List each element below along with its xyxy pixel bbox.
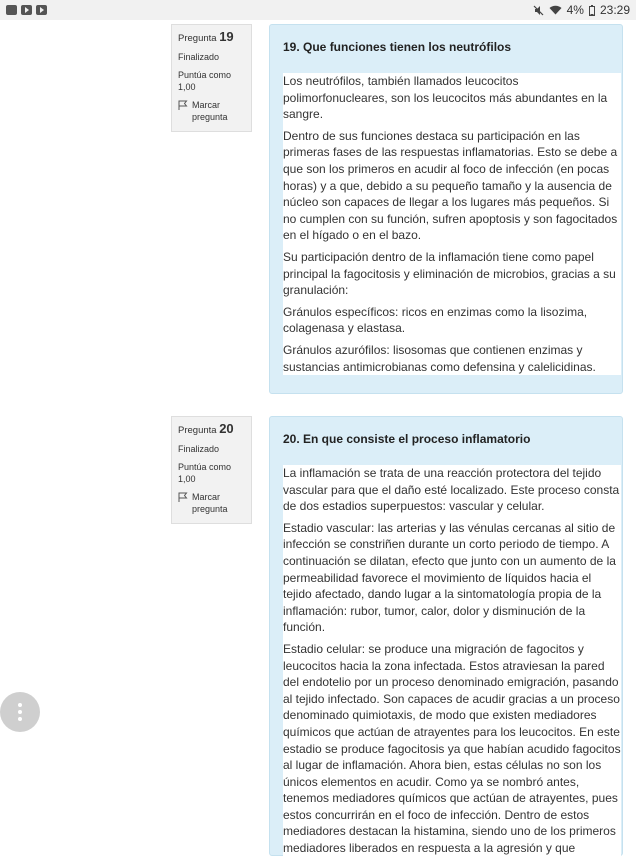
question-number [178, 423, 245, 437]
answer-text [283, 73, 621, 375]
answer-paragraph: Estadio vascular: las arterias y las vénulas cercanas al sitio de infección se constriñen durante un corto periodo de tiempo. A continuación se dilatan, efecto que junto con un aumento de la permeabilidad favorece el movimiento de líquidos hacia el tejido afectado, dando lugar a la sintomatología propia de la inflamación: rubor, tumor, calor, dolor y disminución de la función. [283, 520, 616, 635]
question-title: 20. En que consiste el proceso inflamatorio [283, 432, 531, 446]
question-state: Finalizado [178, 444, 220, 454]
question-number-value: 20 [219, 421, 234, 436]
answer-paragraph: Su participación dentro de la inflamación tiene como papel principal la fagocitosis y eliminación de microbios, gracias a su granulación: [283, 249, 616, 298]
question-info [171, 416, 252, 524]
answer-paragraph: Estadio celular: se produce una migración de fagocitos y leucocitos hacia la zona infectada. Estos atraviesan la pared del endotelio por un proceso denominado emigración, pasando al tejido infectado. Son capaces de acudir gracias a un proceso denominado quimiotaxis, de modo que existen mediadores químicos que actúan de atrayentes para los leucocitos. En este estadio se produce fagocitosis ya que habían acudido fagocitos al lugar de inflamación. Ahora bien, estas células no son los únicos elementos en acudir. Como ya se nombró antes, tenemos mediadores químicos que actúan de atrayentes, pues estos concurrirán en el foco de infección. Dentro de estos mediadores destacan la histamina, siendo uno de los primeros mediadores liberados en respuesta a la agresión y que [283, 641, 621, 856]
floating-menu-button[interactable] [0, 692, 40, 732]
flag-question-label: Marcar pregunta [192, 492, 228, 514]
answer-paragraph: Dentro de sus funciones destaca su participación en las primeras fases de las respuestas inflamatorias. Esto se debe a que son los primeros en acudir al foco de infección (en pocas horas) y a que, debido a su pequeño tamaño y la ausencia de núcleo son capaces de llegar a los lugares más pequeños. Si no cumplen con su función, sufren apoptosis y son fagocitados en el hígado o en el bazo. [283, 128, 618, 243]
status-bar-right [533, 3, 630, 17]
question-info [171, 24, 252, 132]
question-title: 19. Que funciones tienen los neutrófilos [283, 40, 512, 54]
status-bar-left [6, 5, 47, 15]
question-content [269, 416, 623, 856]
clock: 23:29 [599, 3, 630, 17]
question-label: Pregunta [178, 425, 217, 436]
answer-paragraph: Los neutrófilos, también llamados leucocitos polimorfonucleares, son los leucocitos más abundantes en la sangre. [283, 74, 608, 122]
answer-paragraph: La inflamación se trata de una reacción protectora del tejido vascular para que el daño esté localizado. Este proceso consta de dos estadios superpuestos: vascular y celular. [283, 466, 620, 514]
question-number-value: 19 [219, 29, 234, 44]
flag-icon [178, 100, 188, 110]
status-bar [0, 0, 636, 20]
flag-question-label: Marcar pregunta [192, 100, 228, 122]
question-grade: Puntúa como 1,00 [178, 70, 232, 92]
battery-icon [589, 5, 595, 16]
more-vertical-icon-dot [18, 710, 22, 714]
flag-question-link[interactable] [178, 99, 245, 123]
gallery-icon [6, 5, 17, 15]
wifi-icon [549, 5, 562, 15]
more-vertical-icon-dot [18, 717, 22, 721]
question-label: Pregunta [178, 33, 217, 44]
answer-paragraph: Gránulos específicos: ricos en enzimas como la lisozima, colagenasa y elastasa. [283, 304, 588, 336]
question-content [269, 24, 623, 394]
mute-icon [533, 5, 544, 16]
youtube-icon [36, 5, 47, 15]
question-state: Finalizado [178, 52, 220, 62]
more-vertical-icon [18, 703, 22, 707]
youtube-icon [21, 5, 32, 15]
flag-question-link[interactable] [178, 491, 245, 515]
question-grade: Puntúa como 1,00 [178, 462, 232, 484]
flag-icon [178, 492, 188, 502]
answer-text [283, 465, 621, 857]
battery-percent: 4% [566, 3, 584, 17]
question-number [178, 31, 245, 45]
answer-paragraph: Gránulos azurófilos: lisosomas que contienen enzimas y sustancias antimicrobianas como defensina y calelicidinas. [283, 342, 596, 374]
